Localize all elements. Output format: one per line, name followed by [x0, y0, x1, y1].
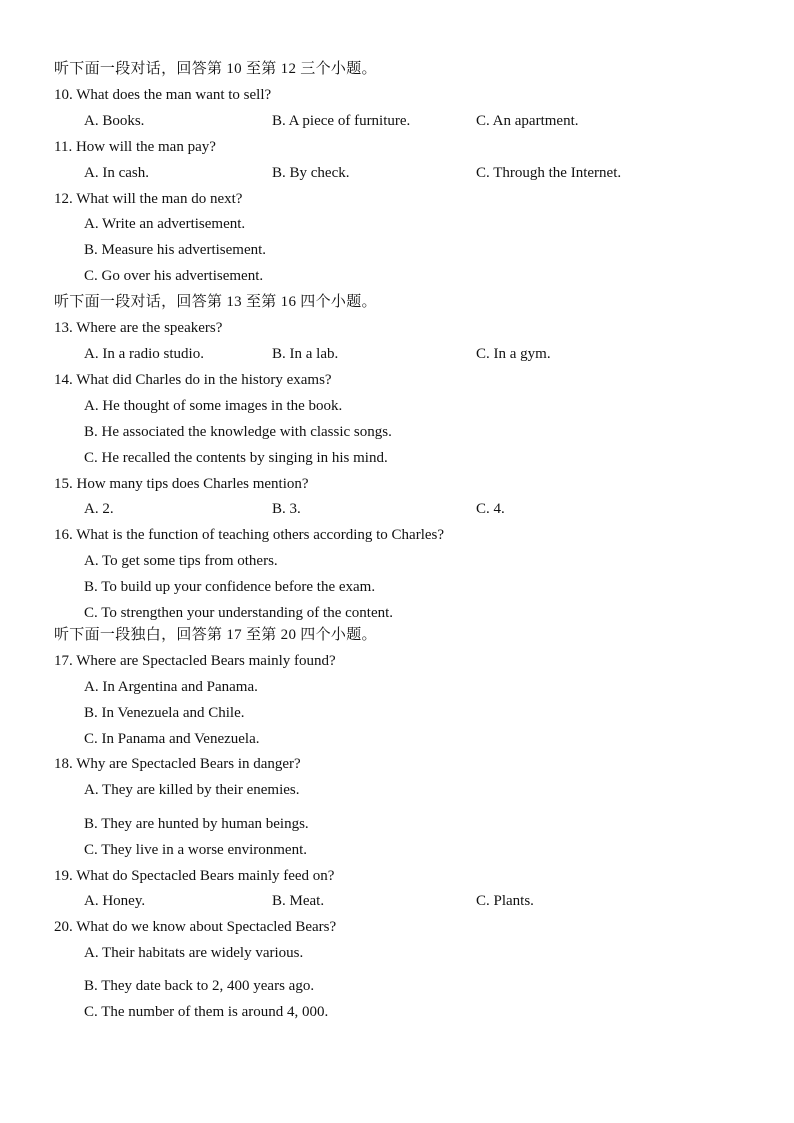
option-c: C. Plants.	[476, 893, 534, 909]
question-stem: 18. Why are Spectacled Bears in danger?	[54, 756, 301, 772]
option-b: B. 3.	[272, 501, 301, 517]
option-b: B. A piece of furniture.	[272, 113, 411, 129]
question-stem: 11. How will the man pay?	[54, 139, 216, 155]
section-instruction: 听下面一段对话，回答第 13 至第 16 四个小题。	[54, 294, 377, 310]
option-a: A. Books.	[84, 113, 145, 129]
option-a: A. 2.	[84, 501, 114, 517]
option-c: C. Through the Internet.	[476, 165, 622, 181]
option-a: A. Write an advertisement.	[84, 216, 246, 232]
option-b: B. They are hunted by human beings.	[84, 816, 309, 832]
option-a: A. He thought of some images in the book.	[84, 398, 343, 414]
option-b: B. Measure his advertisement.	[84, 242, 267, 258]
option-a: A. Their habitats are widely various.	[84, 945, 304, 961]
question-stem: 10. What does the man want to sell?	[54, 87, 272, 103]
option-a: A. In a radio studio.	[84, 346, 204, 362]
option-row	[0, 498, 794, 520]
section-instruction: 听下面一段独白，回答第 17 至第 20 四个小题。	[54, 627, 377, 643]
section-instruction: 听下面一段对话，回答第 10 至第 12 三个小题。	[54, 61, 377, 77]
option-c: C. To strengthen your understanding of the content.	[84, 605, 394, 621]
option-c: C. Go over his advertisement.	[84, 268, 264, 284]
option-b: B. They date back to 2, 400 years ago.	[84, 978, 315, 994]
question-stem: 17. Where are Spectacled Bears mainly found?	[54, 653, 336, 669]
option-a: A. They are killed by their enemies.	[84, 782, 300, 798]
question-stem: 12. What will the man do next?	[54, 191, 243, 207]
option-b: B. In a lab.	[272, 346, 339, 362]
option-b: B. Meat.	[272, 893, 325, 909]
option-a: A. In Argentina and Panama.	[84, 679, 258, 695]
option-c: C. They live in a worse environment.	[84, 842, 308, 858]
option-c: C. The number of them is around 4, 000.	[84, 1004, 329, 1020]
option-row	[0, 343, 794, 365]
option-c: C. In Panama and Venezuela.	[84, 731, 260, 747]
option-c: C. He recalled the contents by singing in his mind.	[84, 450, 388, 466]
option-b: B. He associated the knowledge with classic songs.	[84, 424, 392, 440]
option-c: C. In a gym.	[476, 346, 551, 362]
question-stem: 13. Where are the speakers?	[54, 320, 223, 336]
option-row	[0, 890, 794, 912]
option-a: A. In cash.	[84, 165, 149, 181]
option-row	[0, 110, 794, 132]
option-a: A. Honey.	[84, 893, 146, 909]
question-stem: 16. What is the function of teaching others according to Charles?	[54, 527, 445, 543]
option-b: B. To build up your confidence before the exam.	[84, 579, 376, 595]
option-c: C. An apartment.	[476, 113, 579, 129]
question-stem: 20. What do we know about Spectacled Bears?	[54, 919, 337, 935]
option-c: C. 4.	[476, 501, 505, 517]
question-stem: 14. What did Charles do in the history exams?	[54, 372, 332, 388]
option-row	[0, 162, 794, 184]
question-stem: 19. What do Spectacled Bears mainly feed on?	[54, 868, 335, 884]
option-b: B. By check.	[272, 165, 350, 181]
question-stem: 15. How many tips does Charles mention?	[54, 476, 309, 492]
option-b: B. In Venezuela and Chile.	[84, 705, 245, 721]
option-a: A. To get some tips from others.	[84, 553, 278, 569]
